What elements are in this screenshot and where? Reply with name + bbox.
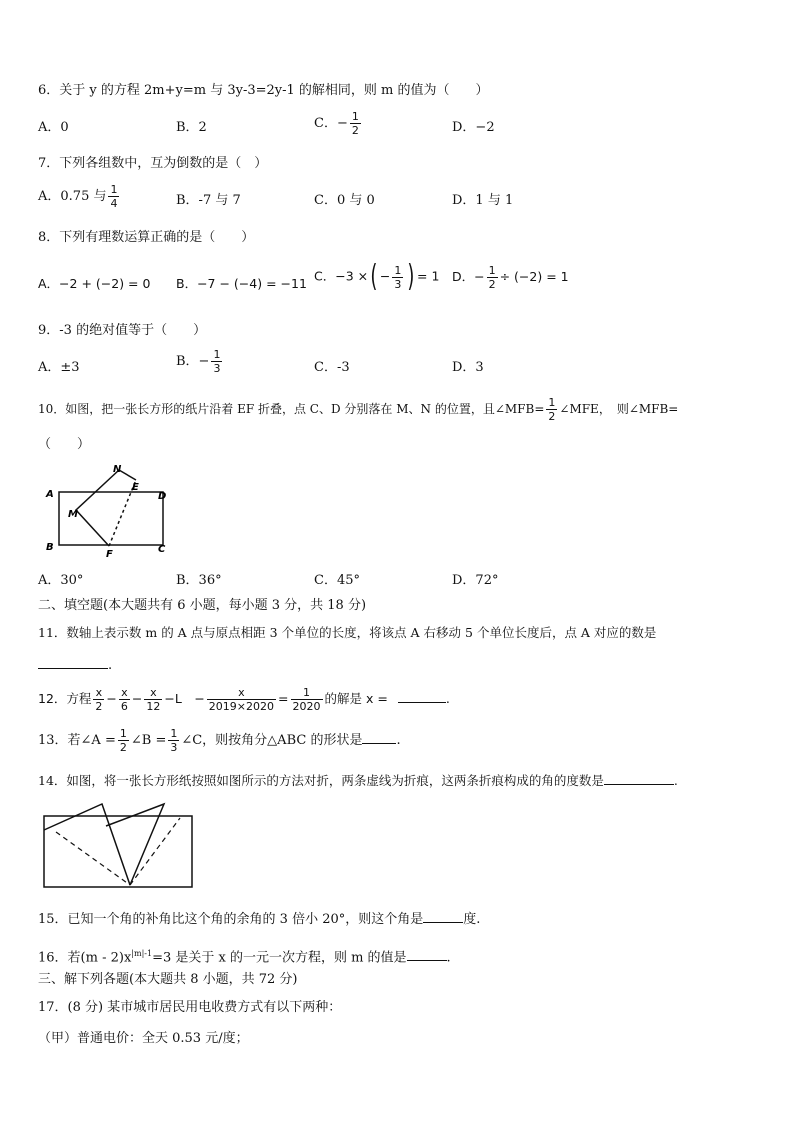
q14-fold-line-right [130, 818, 180, 885]
q16-stem: 16．若$(m - 2)x^{|m|-1}=3$ 是关于 x 的一元一次方程，则 m 的值是 . [38, 949, 451, 966]
q9-option-c: C．-3 [314, 360, 350, 375]
q15-blank [423, 910, 463, 923]
q8-option-b: B．−7 − (−4) = −11 [176, 276, 307, 291]
q15-stem: 15．已知一个角的补角比这个角的余角的 3 倍小 20°，则这个角是 度. [38, 912, 481, 927]
q14-fold-line-left [56, 832, 130, 885]
q9-option-b: B．− $\frac{1}{3}$ [176, 348, 221, 375]
q12-equation: 12．方程 $\frac{x}{2}$ − $\frac{x}{6}$ − $\frac{x}{12}$ −L − $\frac{x}{2019\times 2020}$ = $\frac{1}{2020}$ 的解是 x = . [38, 686, 450, 713]
q6-option-c [314, 110, 363, 137]
q10-stem: 10．如图，把一张长方形的纸片沿着 EF 折叠，点 C、D 分别落在 M、N 的位置，且∠MFB= $\frac{1}{2}$ ∠MFE， 则∠MFB= [38, 396, 679, 423]
q6-option-a: A．0 [38, 120, 69, 135]
q6-option-b: B．2 [176, 120, 207, 135]
q17-stem: 17．(8 分) 某市城市居民用电收费方式有以下两种： [38, 1000, 342, 1015]
q17-line-1: （甲）普通电价：全天 0.53 元/度； [38, 1031, 249, 1046]
q10-option-d: D．72° [452, 573, 499, 588]
q16-blank [407, 948, 447, 961]
q14-blank [604, 772, 674, 785]
q10-label-m: M [68, 509, 78, 520]
q10-paren: （ ） [38, 437, 91, 452]
q7-stem: 7．下列各组数中，互为倒数的是（ ） [38, 156, 268, 171]
q13-stem: 13．若∠A = $\frac{1}{2}$ ∠B = $\frac{1}{3}$ ∠C，则按角分△ABC 的形状是 . [38, 727, 401, 754]
q10-folded-edges [76, 470, 136, 546]
q10-figure [40, 462, 180, 560]
q10-label-e: E [132, 482, 139, 493]
q6-c-fraction: $\frac{1}{2}$ [351, 110, 359, 137]
q14-stem: 14．如图，将一张长方形纸按照如图所示的方法对折，两条虚线为折痕，这两条折痕构成的角的度数是 . [38, 773, 678, 788]
q10-label-b: B [46, 542, 54, 553]
q11-answer-line: . [38, 656, 112, 674]
q6-option-d: D．−2 [452, 120, 495, 135]
q14-figure [42, 802, 197, 892]
section-2-heading: 二、填空题(本大题共有 6 小题，每小题 3 分，共 18 分) [38, 598, 367, 613]
q7-a-fraction: $\frac{1}{4}$ [110, 183, 118, 210]
q10-label-f: F [106, 549, 113, 560]
q10-option-c: C．45° [314, 573, 360, 588]
q8-stem: 8．下列有理数运算正确的是（ ） [38, 230, 255, 245]
q8-option-c: C．−3 ×( − $\frac{1}{3}$ ) = 1 [314, 259, 440, 294]
q6-c-prefix: C．− [314, 116, 348, 131]
q7-option-b: B．-7 与 7 [176, 193, 241, 208]
q7-option-a: A．0.75 与 $\frac{1}{4}$ [38, 183, 118, 210]
q8-option-a: A．−2 + (−2) = 0 [38, 276, 151, 291]
q9-stem: 9．-3 的绝对值等于（ ） [38, 323, 207, 338]
q7-option-d: D．1 与 1 [452, 193, 514, 208]
q10-option-a: A．30° [38, 573, 84, 588]
q10-label-a: A [46, 489, 54, 500]
q9-option-d: D．3 [452, 360, 484, 375]
q8-option-d: D．− $\frac{1}{2}$ ÷ (−2) = 1 [452, 264, 569, 291]
q10-label-c: C [158, 544, 166, 555]
q7-option-c: C．0 与 0 [314, 193, 375, 208]
q6-stem: 6．关于 y 的方程 2m+y=m 与 3y-3=2y-1 的解相同，则 m 的值为（ ） [38, 83, 489, 98]
section-3-heading: 三、解下列各题(本大题共 8 小题，共 72 分) [38, 972, 298, 987]
q13-blank [362, 731, 396, 744]
q11-blank [38, 656, 108, 669]
q11-stem: 11．数轴上表示数 m 的 A 点与原点相距 3 个单位的长度，将该点 A 右移动 5 个单位长度后，点 A 对应的数是 [38, 625, 657, 640]
q10-label-d: D [158, 491, 167, 502]
q10-label-n: N [113, 464, 122, 475]
q10-option-b: B．36° [176, 573, 222, 588]
q12-blank [398, 690, 446, 703]
q9-option-a: A．±3 [38, 360, 80, 375]
